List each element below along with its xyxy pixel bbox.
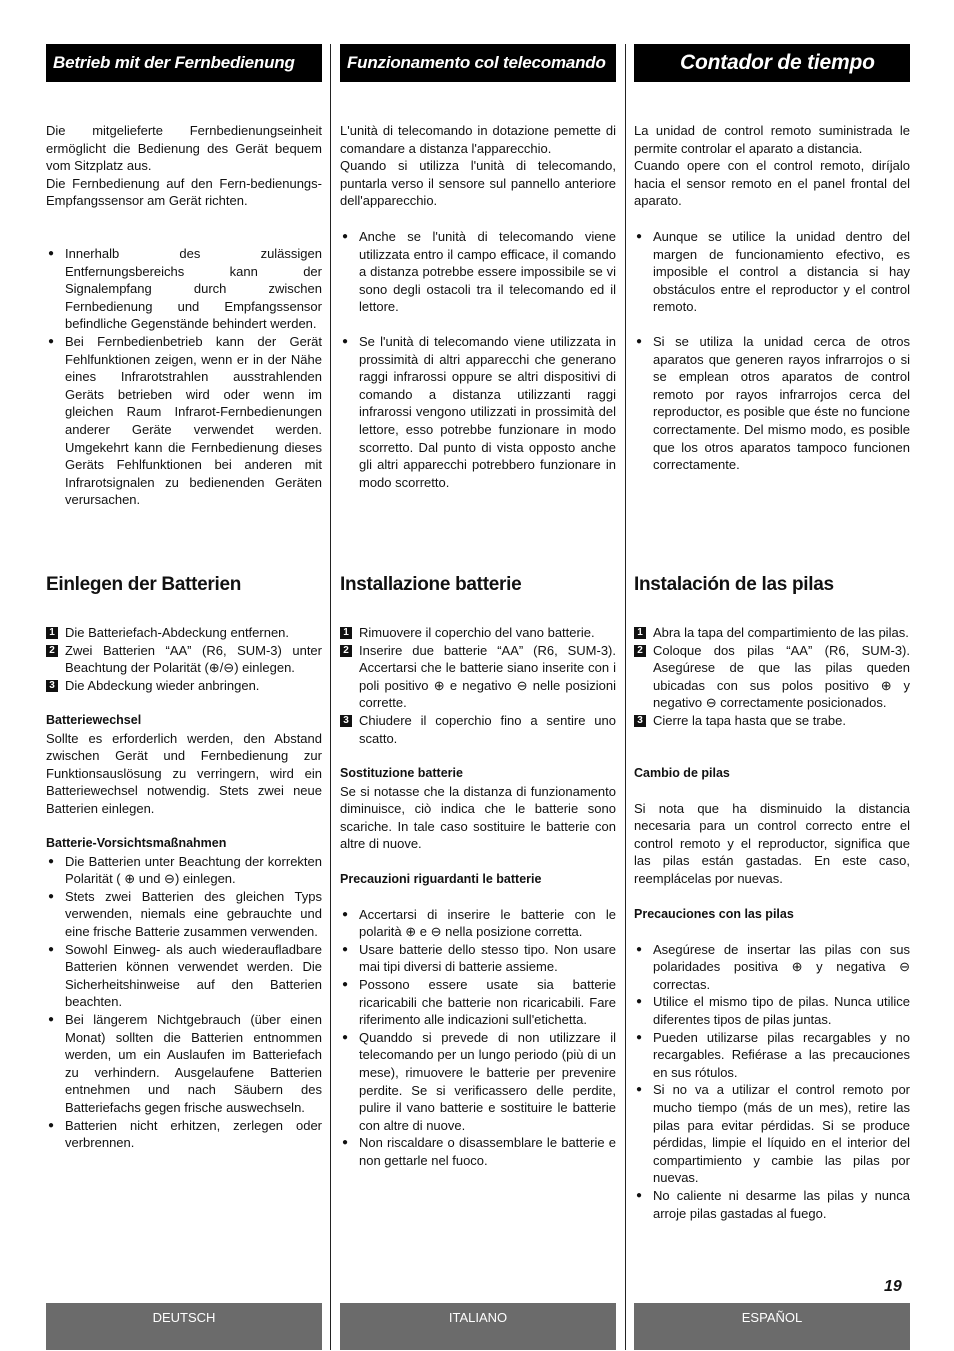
list-item: ● Stets zwei Batterien des gleichen Typs verwenden, niemals eine gebrauchte und eine frische Batterie zusammen verwenden. (46, 888, 322, 941)
section-title: Einlegen der Batterien (46, 574, 242, 595)
list-item: ● Innerhalb des zulässigen Entfernungsbereichs kann der Signalempfang durch zwischen Fernbedienung und Empfangssensor befindliche Gegenstände behindert werden. (46, 245, 322, 333)
intro-paragraph: Die mitgelieferte Fernbedienungseinheit ermöglicht die Bedienung des Gerät bequem vom Sitzplatz aus. (46, 123, 322, 174)
step-item (634, 624, 910, 642)
replace-section (634, 765, 910, 888)
subheading: Cambio de pilas (634, 766, 730, 780)
steps-list (46, 624, 322, 694)
step-number: 1 (46, 627, 58, 639)
step-text: Cierre la tapa hasta que se trabe. (653, 712, 846, 728)
body-text: Sollte es erforderlich werden, den Abstand zwischen Gerät und Fernbedienung zur Funktionsauslösung zu verringern, wird ein Batteriewechsel notwendig. Stets zwei neue Batterien einlegen. (46, 730, 322, 816)
list-item: ● Possono essere usate sia batterie ricaricabili che batterie non ricaricabili. Fare riferimento alle indicazioni sull'etichetta. (340, 976, 616, 1029)
page-number: 19 (884, 1278, 902, 1295)
step-item (340, 624, 616, 642)
step-number: 1 (340, 627, 352, 639)
step-item (634, 642, 910, 712)
bullet-list (340, 228, 616, 491)
steps-list (634, 624, 910, 730)
footer-language-italiano: ITALIANO (340, 1303, 616, 1350)
section-header: Funzionamento col telecomando (340, 44, 616, 82)
step-text: Abra la tapa del compartimiento de las pilas. (653, 625, 909, 640)
intro-text (46, 122, 322, 210)
subheading: Sostituzione batterie (340, 766, 463, 780)
subheading: Precauzioni riguardanti le batterie (340, 872, 542, 886)
subheading: Batteriewechsel (46, 713, 142, 727)
step-item (634, 712, 910, 730)
step-text: Die Abdeckung wieder anbringen. (65, 677, 260, 693)
section-header: Contador de tiempo (634, 44, 910, 82)
list-item: ● Bei längerem Nichtgebrauch (über einen Monat) sollten die Batterien entnommen werden, um ein Auslaufen im Batteriefach zu verhindern. Ausgelaufene Batterien entnehmen und nach Säubern des Batteriefachs gegen frische auswechseln. (46, 1011, 322, 1117)
step-number: 3 (46, 680, 58, 692)
step-text: Zwei Batterien “AA” (R6, SUM-3) unter Beachtung der Polarität (⊕/⊖) einlegen. (65, 642, 322, 676)
body-text: Si nota que ha disminuido la distancia necesaria para un control correcto entre el control remoto y el reproductor, significa que las pilas están gastadas. En este caso, reemplácelas por nuevas. (634, 800, 910, 886)
step-text: Inserire due batterie “AA” (R6, SUM-3). Accertarsi che le batterie siano inserite con i poli positivo ⊕ e negativo ⊖ nelle posizioni corrette. (359, 642, 616, 711)
section-title: Instalación de las pilas (634, 574, 834, 595)
step-item (46, 642, 322, 677)
precautions-section (634, 906, 910, 1222)
steps-list (340, 624, 616, 747)
intro-text (340, 122, 616, 210)
step-number: 2 (46, 645, 58, 657)
column-deutsch (46, 44, 322, 1151)
step-number: 2 (634, 645, 646, 657)
intro-paragraph: Die Fernbedienung auf den Fern-bedienungs-Empfangssensor am Gerät richten. (46, 175, 322, 209)
replace-section (46, 712, 322, 818)
footer-language-deutsch: DEUTSCH (46, 1303, 322, 1350)
step-item (46, 624, 322, 642)
list-item: ● Si se utiliza la unidad cerca de otros aparatos que generen rayos infrarrojos o si se emplean otros aparatos de control remoto por rayos infrarrojos cerca del reproductor, es posible que éste no funcione correctamente. Del mismo modo, es posible que los otros aparatos tampoco funcionen correctamente. (634, 333, 910, 474)
step-item (340, 642, 616, 712)
list-item: ● Si no va a utilizar el control remoto por mucho tiempo (más de un mes), retire las pilas para evitar pérdidas. Si se produce pérdidas, limpie el líquido en el interior del compartimiento y cambie las pilas por nuevas. (634, 1081, 910, 1187)
precautions-section (46, 835, 322, 1152)
step-number: 3 (340, 715, 352, 727)
column-espanol (634, 44, 910, 1221)
list-item: ● Se l'unità di telecomando viene utilizzata in prossimità di altri apparecchi che generano raggi infrarossi oppure se altri dispositivi di comando a distanza utilizzanti raggi infrarossi vengono utilizzati in prossimità del lettore, esso potrebbe funzionare in modo scorretto. Dal punto di vista opposto anche gli altri apparecchi potrebbero funzionare in modo scorretto. (340, 333, 616, 491)
step-text: Chiudere il coperchio fino a sentire uno scatto. (359, 712, 616, 746)
list-item: ● Pueden utilizarse pilas recargables y no recargables. Refiérase a las precauciones en sus rótulos. (634, 1029, 910, 1082)
step-text: Die Batteriefach-Abdeckung entfernen. (65, 625, 290, 640)
step-number: 1 (634, 627, 646, 639)
body-text: Se si notasse che la distanza di funzionamento diminuisce, ciò indica che le batterie sono scariche. In tale caso sostituire le batterie con altre di nuove. (340, 783, 616, 852)
step-text: Coloque dos pilas “AA” (R6, SUM-3). Asegúrese de que las pilas queden ubicadas con sus polos positivo ⊕ y negativo ⊖ correctamente posicionados. (653, 642, 910, 711)
section-header: Betrieb mit der Fernbedienung (46, 44, 322, 82)
list-item: ● Anche se l'unità di telecomando viene utilizzata entro il campo efficace, il comando a distanza potrebbe essere impossibile se vi sono degli ostacoli tra il telecomando ed il lettore. (340, 228, 616, 316)
column-divider-1 (330, 44, 331, 1350)
bullet-list (634, 228, 910, 474)
list-item: ● Usare batterie dello stesso tipo. Non usare mai tipi diversi di batterie assieme. (340, 941, 616, 976)
intro-paragraph: Quando si utilizza l'unità di telecomando, puntarla verso il sensore sul pannello anteriore dell'apparecchio. (340, 158, 616, 209)
replace-section (340, 765, 616, 853)
step-number: 2 (340, 645, 352, 657)
intro-paragraph: La unidad de control remoto suministrada le permite controlar el aparato a distancia. (634, 123, 910, 156)
subheading: Batterie-Vorsichtsmaßnahmen (46, 836, 227, 850)
column-italiano (340, 44, 616, 1168)
list-item: ● Aunque se utilice la unidad dentro del margen de funcionamiento efectivo, es imposible el control a distancia si hay obstáculos entre el reproductor y el control remoto. (634, 228, 910, 316)
column-divider-2 (625, 44, 626, 1350)
list-item: ● Bei Fernbedienbetrieb kann der Gerät Fehlfunktionen zeigen, wenn er in der Nähe eines Infrarotstrahlen ausstrahlenden Geräts betrieben wird oder wenn im gleichen Raum Infrarot-Fernbedienungen anderer Geräte verwendet werden. Umgekehrt kann die Fernbedienung dieses Geräts Fehlfunktionen bei anderen mit Infrarotsignalen zu bedienenden Geräten verursachen. (46, 333, 322, 509)
list-item: ● Sowohl Einweg- als auch wiederaufladbare Batterien können verwendet werden. Die Sicherheitshinweise auf den Batterien beachten. (46, 941, 322, 1011)
step-item (340, 712, 616, 747)
intro-text (634, 122, 910, 210)
subheading: Precauciones con las pilas (634, 907, 794, 921)
bullet-list (46, 245, 322, 509)
intro-paragraph: L'unità di telecomando in dotazione pemette di comandare a distanza l'apparecchio. (340, 123, 616, 156)
list-item: ● Asegúrese de insertar las pilas con sus polaridades positiva ⊕ y negativa ⊖ correctas. (634, 941, 910, 994)
section-title: Installazione batterie (340, 574, 522, 595)
step-item (46, 677, 322, 695)
list-item: ● No caliente ni desarme las pilas y nunca arroje pilas gastadas al fuego. (634, 1187, 910, 1222)
list-item: ● Batterien nicht erhitzen, zerlegen oder verbrennen. (46, 1117, 322, 1152)
list-item: ● Quanddo si prevede di non utilizzare il telecomando per un lungo periodo (più di un mese), rimuovere le batterie per prevenire perdite. Se si verificassero delle perdite, pulire il vano batterie e sostituire le batterie con altre di nuove. (340, 1029, 616, 1135)
list-item: ● Die Batterien unter Beachtung der korrekten Polarität ( ⊕ und ⊖) einlegen. (46, 853, 322, 888)
list-item: ● Utilice el mismo tipo de pilas. Nunca utilice diferentes tipos de pilas juntas. (634, 993, 910, 1028)
step-number: 3 (634, 715, 646, 727)
step-text: Rimuovere il coperchio del vano batterie. (359, 625, 595, 640)
list-item: ● Non riscaldare o disassemblare le batterie e non gettarle nel fuoco. (340, 1134, 616, 1169)
list-item: ● Accertarsi di inserire le batterie con le polarità ⊕ e ⊖ nella posizione corretta. (340, 906, 616, 941)
footer-language-espanol: ESPAÑOL (634, 1303, 910, 1350)
precautions-section (340, 871, 616, 1170)
intro-paragraph: Cuando opere con el control remoto, diríjalo hacia el sensor remoto en el panel frontal del aparato. (634, 158, 910, 209)
